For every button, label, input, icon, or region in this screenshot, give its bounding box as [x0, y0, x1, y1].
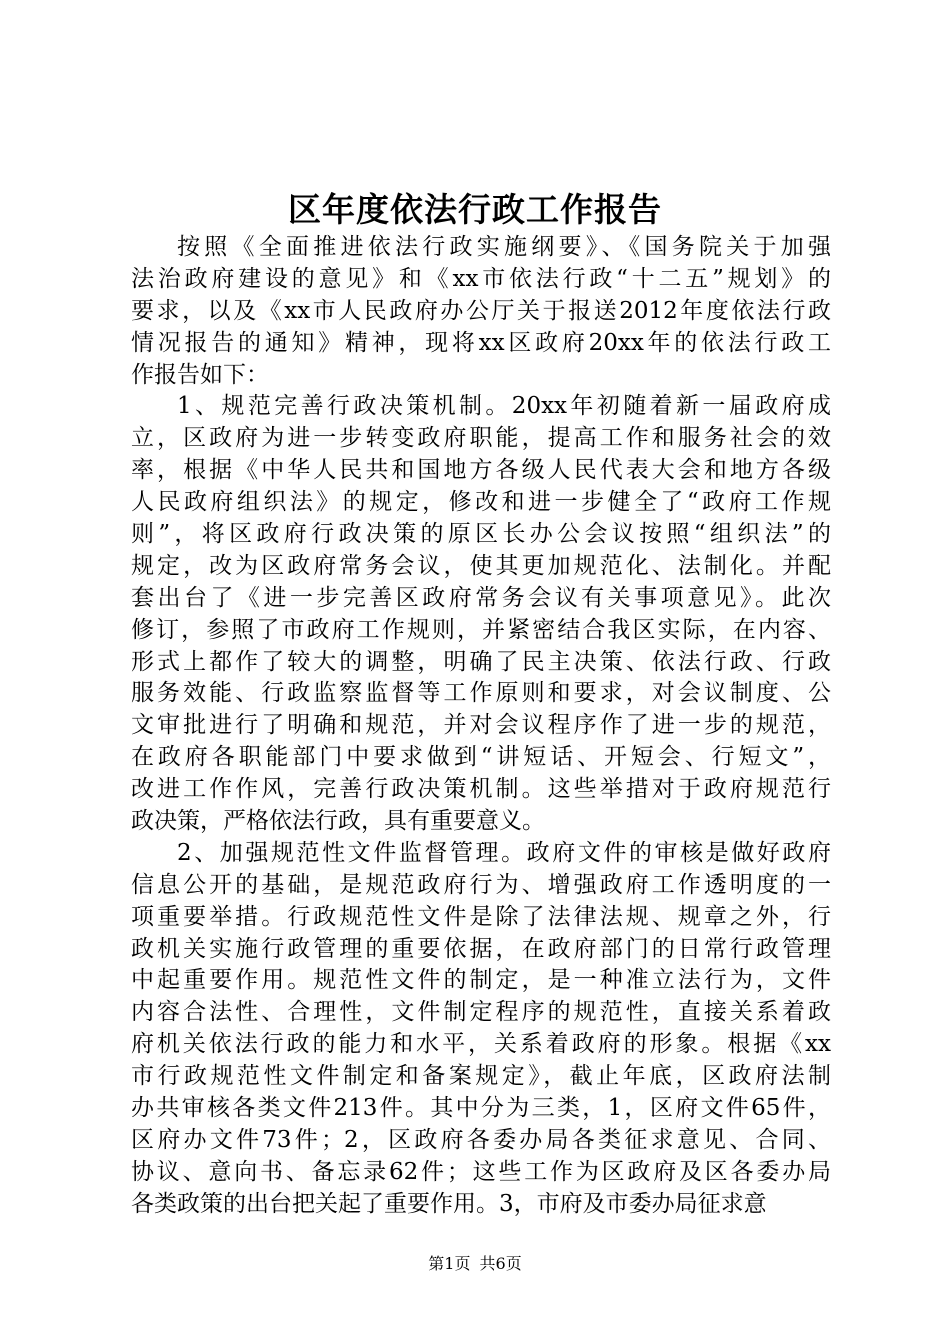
text-line: 要求，以及《xx市人民政府办公厅关于报送2012年度依法行政	[131, 297, 831, 324]
text-line: 各类政策的出台把关起了重要作用。3，市府及市委办局征求意	[131, 1190, 767, 1217]
text-line: 协议、意向书、备忘录62件；这些工作为区政府及区各委办局	[131, 1158, 831, 1185]
text-line: 项重要举措。行政规范性文件是除了法律法规、规章之外，行	[131, 903, 831, 930]
text-line: 立，区政府为进一步转变政府职能，提高工作和服务社会的效	[131, 425, 831, 452]
page-number: 第1页	[428, 1254, 471, 1273]
text-line: 1、规范完善行政决策机制。20xx年初随着新一届政府成	[177, 393, 831, 420]
document-body	[131, 232, 831, 1221]
text-line: 政机关实施行政管理的重要依据，在政府部门的日常行政管理	[131, 935, 831, 962]
text-line: 内容合法性、合理性，文件制定程序的规范性，直接关系着政	[131, 999, 831, 1026]
text-line: 文审批进行了明确和规范，并对会议程序作了进一步的规范，	[131, 712, 831, 739]
text-line: 规定，改为区政府常务会议，使其更加规范化、法制化。并配	[131, 552, 831, 579]
text-line: 改进工作作风，完善行政决策机制。这些举措对于政府规范行	[131, 776, 831, 803]
text-line: 办共审核各类文件213件。其中分为三类，1，区府文件65件，	[131, 1095, 831, 1122]
text-line: 情况报告的通知》精神，现将xx区政府20xx年的依法行政工	[131, 329, 831, 356]
text-line: 率，根据《中华人民共和国地方各级人民代表大会和地方各级	[131, 457, 831, 484]
text-line: 中起重要作用。规范性文件的制定，是一种准立法行为，文件	[131, 967, 831, 994]
page-footer	[0, 1254, 950, 1274]
document-title: 区年度依法行政工作报告	[288, 190, 662, 229]
text-line: 2、加强规范性文件监督管理。政府文件的审核是做好政府	[177, 839, 831, 866]
text-line: 府机关依法行政的能力和水平，关系着政府的形象。根据《xx	[131, 1031, 831, 1058]
text-line: 法治政府建设的意见》和《xx市依法行政“十二五”规划》的	[131, 265, 831, 292]
page-total: 共6页	[479, 1254, 522, 1273]
text-line: 政决策，严格依法行政，具有重要意义。	[131, 808, 545, 835]
text-line: 则”，将区政府行政决策的原区长办公会议按照“组织法”的	[131, 521, 831, 548]
text-line: 修订，参照了市政府工作规则，并紧密结合我区实际，在内容、	[131, 616, 831, 643]
text-line: 区府办文件73件；2，区政府各委办局各类征求意见、合同、	[131, 1126, 831, 1153]
text-line: 服务效能、行政监察监督等工作原则和要求，对会议制度、公	[131, 680, 831, 707]
text-line: 作报告如下：	[131, 361, 269, 388]
text-line: 套出台了《进一步完善区政府常务会议有关事项意见》。此次	[131, 584, 831, 611]
text-line: 市行政规范性文件制定和备案规定》，截止年底，区政府法制	[131, 1063, 831, 1090]
text-line: 人民政府组织法》的规定，修改和进一步健全了“政府工作规	[131, 489, 831, 516]
text-line: 按照《全面推进依法行政实施纲要》、《国务院关于加强	[177, 234, 831, 260]
text-line: 在政府各职能部门中要求做到“讲短话、开短会、行短文”，	[131, 744, 831, 771]
text-line: 信息公开的基础，是规范政府行为、增强政府工作透明度的一	[131, 871, 831, 898]
text-line: 形式上都作了较大的调整，明确了民主决策、依法行政、行政	[131, 648, 831, 675]
